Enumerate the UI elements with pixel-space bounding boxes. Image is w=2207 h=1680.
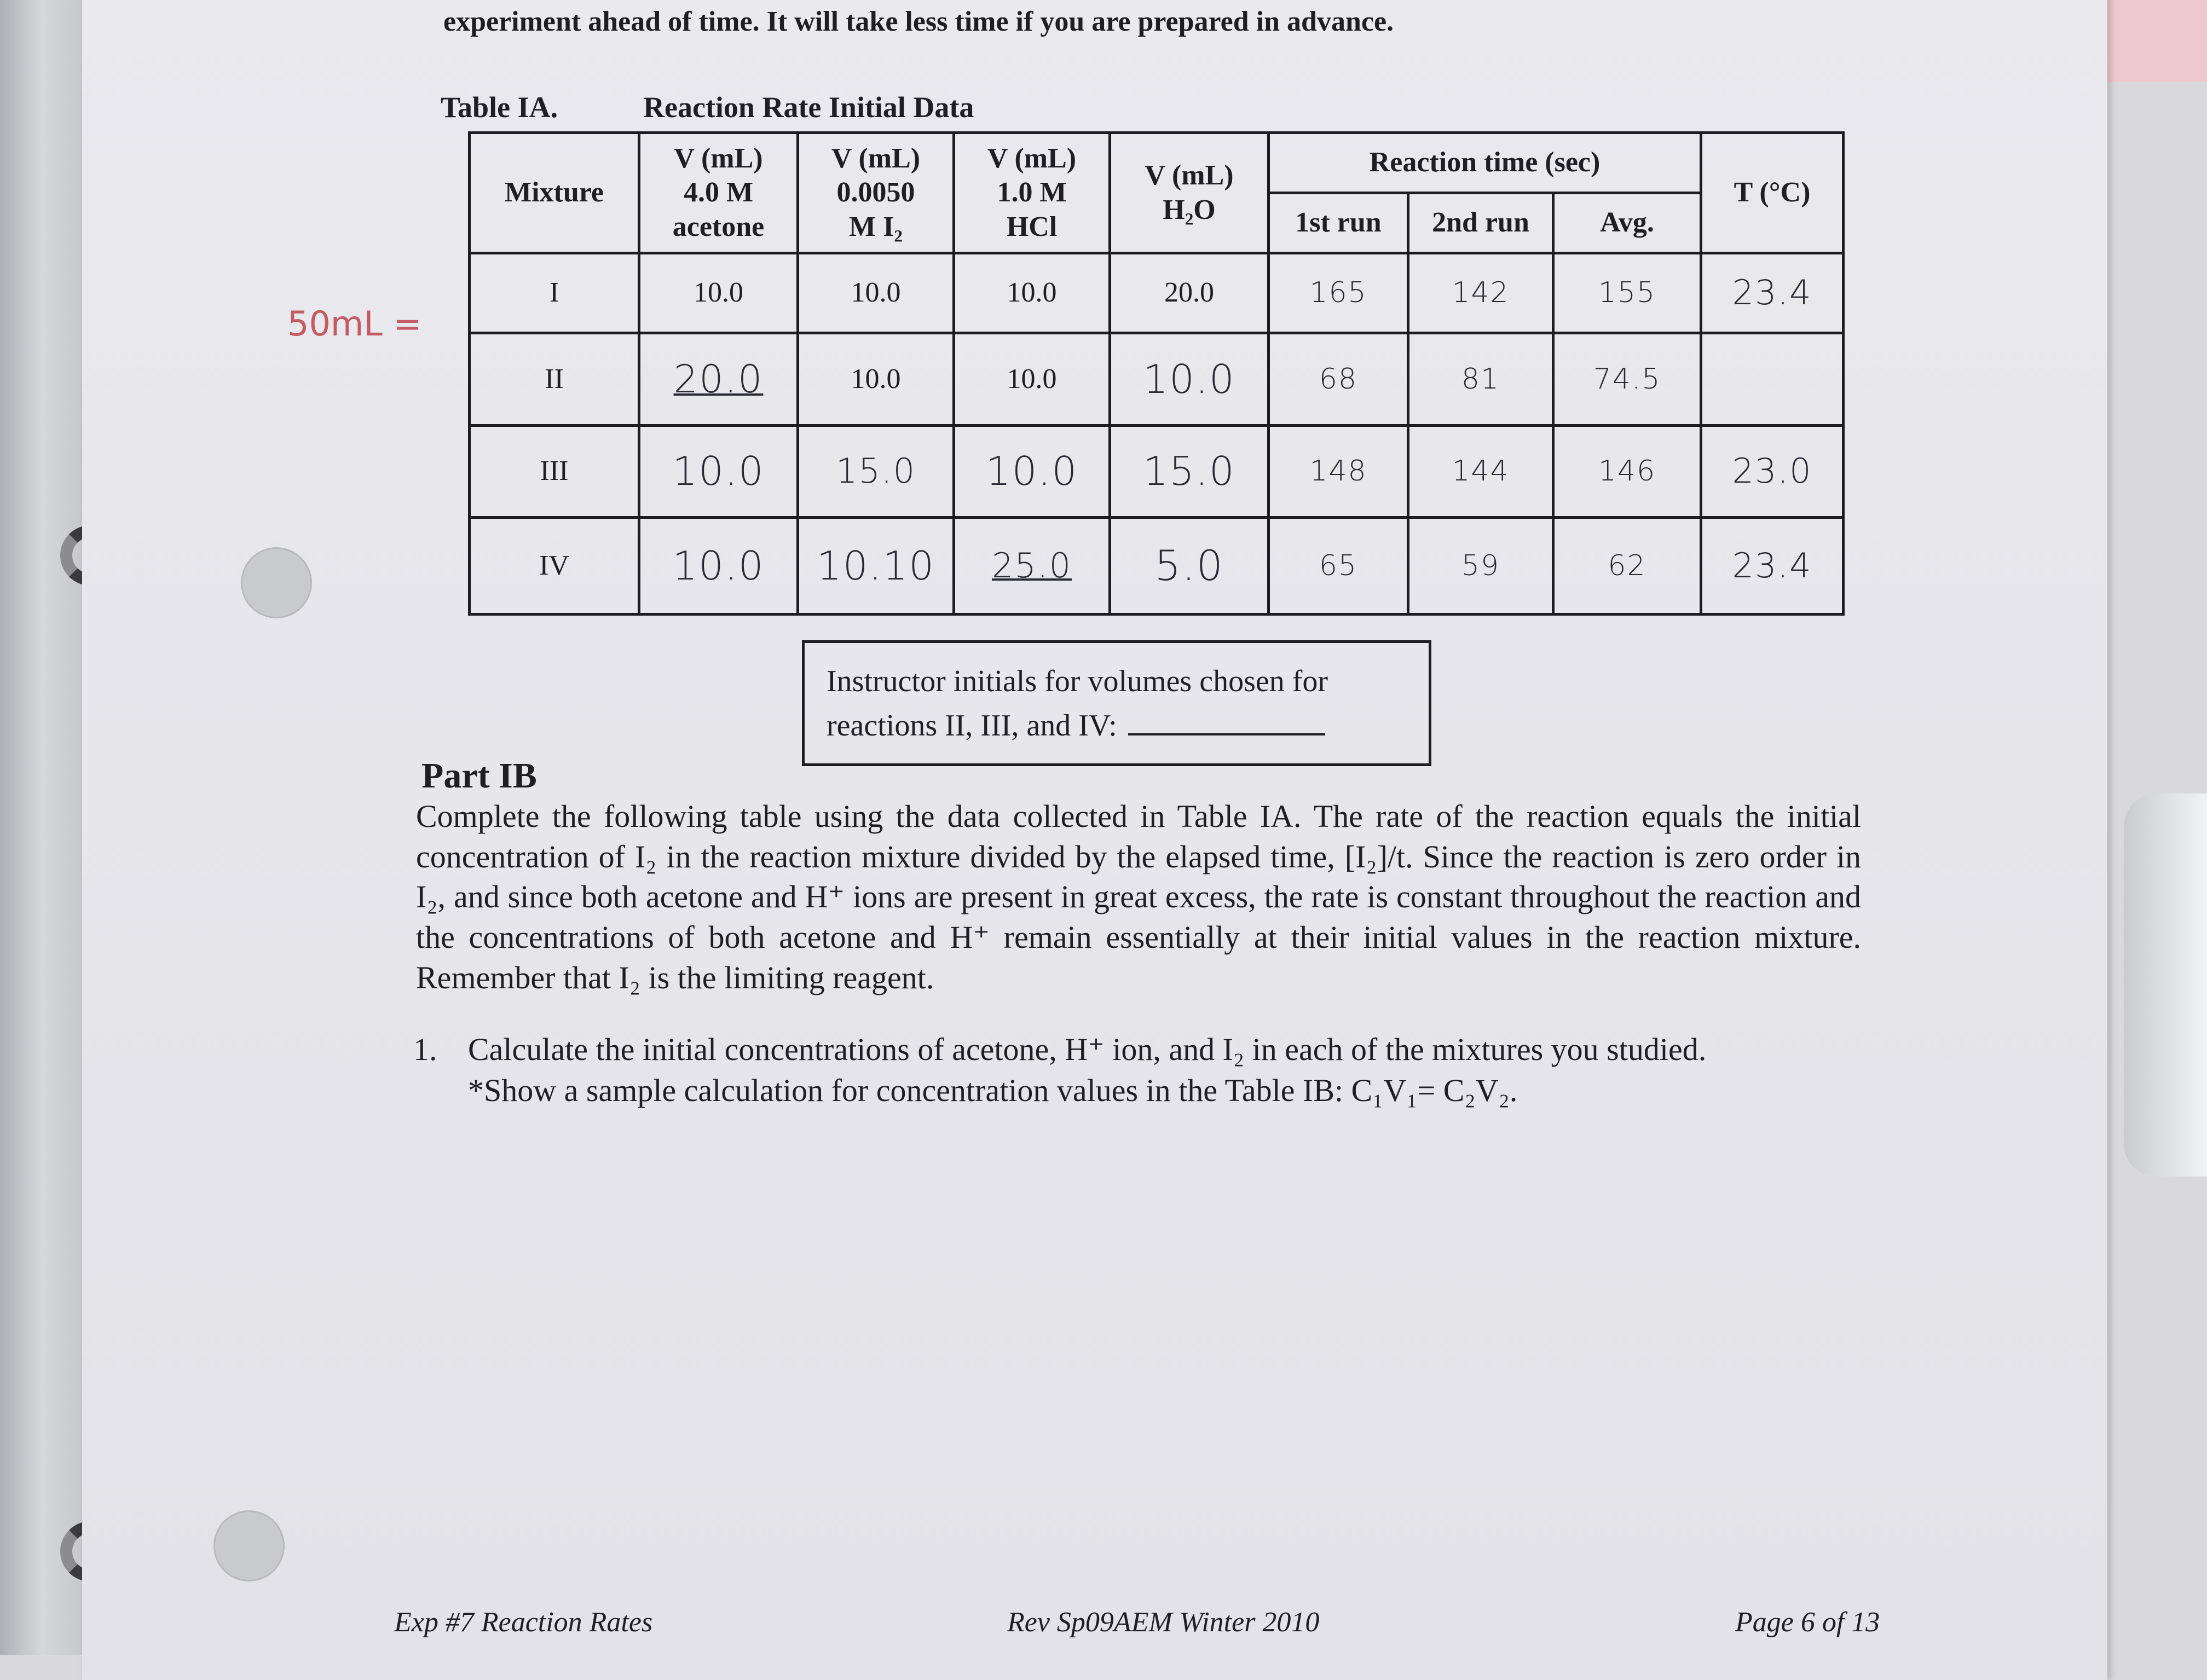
header-line: V (mL): [831, 142, 921, 174]
cell-hcl: 25.0: [954, 517, 1110, 614]
initials-text-line1: Instructor initials for volumes chosen for: [827, 664, 1328, 698]
header-run2: 2nd run: [1408, 193, 1553, 253]
cell-run2: 81: [1408, 333, 1553, 425]
question-1-line1: [413, 1029, 1891, 1070]
cell-h2o: 10.0: [1110, 333, 1269, 425]
cell-i2: 10.10: [798, 517, 954, 614]
cell-mixture: IV: [470, 517, 639, 614]
cell-i2: 10.0: [798, 333, 954, 425]
cell-h2o: 5.0: [1110, 517, 1269, 614]
table-row: [470, 253, 1844, 333]
table-title: Reaction Rate Initial Data: [643, 91, 974, 124]
cell-hcl: 10.0: [954, 253, 1110, 333]
question-number: 1.: [413, 1032, 437, 1067]
header-line: M I₂: [849, 211, 903, 242]
cell-i2: 15.0: [798, 425, 954, 517]
question-1: [413, 1029, 1891, 1111]
question-1-line2: *Show a sample calculation for concentration values in the Table IB: C₁V₁= C₂V₂.: [468, 1073, 1518, 1109]
cell-avg: 62: [1553, 517, 1701, 614]
cell-avg: 74.5: [1553, 333, 1701, 425]
cell-run1: 148: [1269, 425, 1408, 517]
header-line: V (mL): [674, 142, 763, 174]
instructor-initials-box: [802, 640, 1431, 766]
header-line: V (mL): [1145, 160, 1234, 192]
cell-hcl: 10.0: [954, 333, 1110, 425]
cell-temp: [1701, 333, 1844, 425]
header-reaction-time: Reaction time (sec): [1269, 133, 1701, 193]
part-ib-paragraph: Complete the following table using the data collected in Table IA. The rate of the reaction equals the initial concentration of I₂ in the reaction mixture divided by the elapsed time, [I₂]/t. Since the reaction is zero order in I₂, and since both acetone and H⁺ ions are present in great excess, the rate is constant throughout the reaction and the concentrations of both acetone and H⁺ remain essentially at their initial values in the reaction mixture. Remember that I₂ is the limiting reagent.: [416, 798, 1861, 995]
footer-left: Exp #7 Reaction Rates: [394, 1607, 653, 1638]
question-text: Calculate the initial concentrations of acetone, H⁺ ion, and I₂ in each of the mixtures you studied.: [468, 1032, 1707, 1067]
cell-run2: 59: [1408, 517, 1553, 614]
header-v-h2o: [1110, 133, 1269, 253]
header-mixture: Mixture: [470, 133, 639, 253]
reaction-rate-table: [468, 131, 1845, 616]
header-v-hcl: [954, 133, 1110, 253]
initials-text-label: reactions II, III, and IV:: [827, 709, 1117, 743]
punch-hole-bottom: [213, 1510, 285, 1581]
table-label: Table IA.: [441, 91, 558, 124]
footer-right: Page 6 of 13: [1735, 1607, 1880, 1638]
cell-h2o: 20.0: [1110, 253, 1269, 333]
cell-run1: 165: [1269, 253, 1408, 333]
cell-avg: 146: [1553, 425, 1701, 517]
initials-blank[interactable]: [1128, 733, 1325, 735]
header-v-acetone: [639, 133, 798, 253]
cell-hcl: 10.0: [954, 425, 1110, 517]
punch-hole-top: [241, 547, 312, 618]
header-line: 0.0050: [836, 177, 915, 208]
margin-note: 50mL =: [287, 304, 422, 344]
table-row: [470, 425, 1844, 517]
header-run1: 1st run: [1269, 193, 1408, 253]
header-line: H₂O: [1163, 194, 1216, 225]
table-row: [470, 333, 1844, 425]
cell-temp: 23.4: [1701, 517, 1844, 614]
cell-h2o: 15.0: [1110, 425, 1269, 517]
header-line: 4.0 M: [683, 177, 754, 208]
cell-mixture: III: [470, 425, 639, 517]
header-line: HCl: [1006, 211, 1058, 242]
header-line: V (mL): [987, 142, 1077, 174]
header-temperature: T (°C): [1701, 133, 1844, 253]
cell-i2: 10.0: [798, 253, 954, 333]
cell-run2: 144: [1408, 425, 1553, 517]
cell-run2: 142: [1408, 253, 1553, 333]
cell-mixture: I: [470, 253, 639, 333]
header-v-i2: [798, 133, 954, 253]
header-line: 1.0 M: [997, 177, 1067, 208]
cell-acetone: 20.0: [639, 333, 798, 425]
cell-temp: 23.4: [1701, 253, 1844, 333]
header-line: acetone: [672, 211, 765, 242]
cell-mixture: II: [470, 333, 639, 425]
table-row: [470, 517, 1844, 614]
initials-text-line2: [827, 704, 1407, 748]
part-ib-heading: Part IB: [421, 756, 537, 796]
cell-avg: 155: [1553, 253, 1701, 333]
cell-acetone: 10.0: [639, 517, 798, 614]
cell-acetone: 10.0: [639, 253, 798, 333]
cell-acetone: 10.0: [639, 425, 798, 517]
cell-run1: 65: [1269, 517, 1408, 614]
binder-spine: [0, 0, 93, 1655]
header-avg: Avg.: [1553, 193, 1701, 253]
cell-run1: 68: [1269, 333, 1408, 425]
instruction-line: experiment ahead of time. It will take less time if you are prepared in advance.: [443, 6, 1394, 37]
phone-edge: [2124, 793, 2207, 1177]
cell-temp: 23.0: [1701, 425, 1844, 517]
footer-center: Rev Sp09AEM Winter 2010: [1007, 1607, 1320, 1638]
